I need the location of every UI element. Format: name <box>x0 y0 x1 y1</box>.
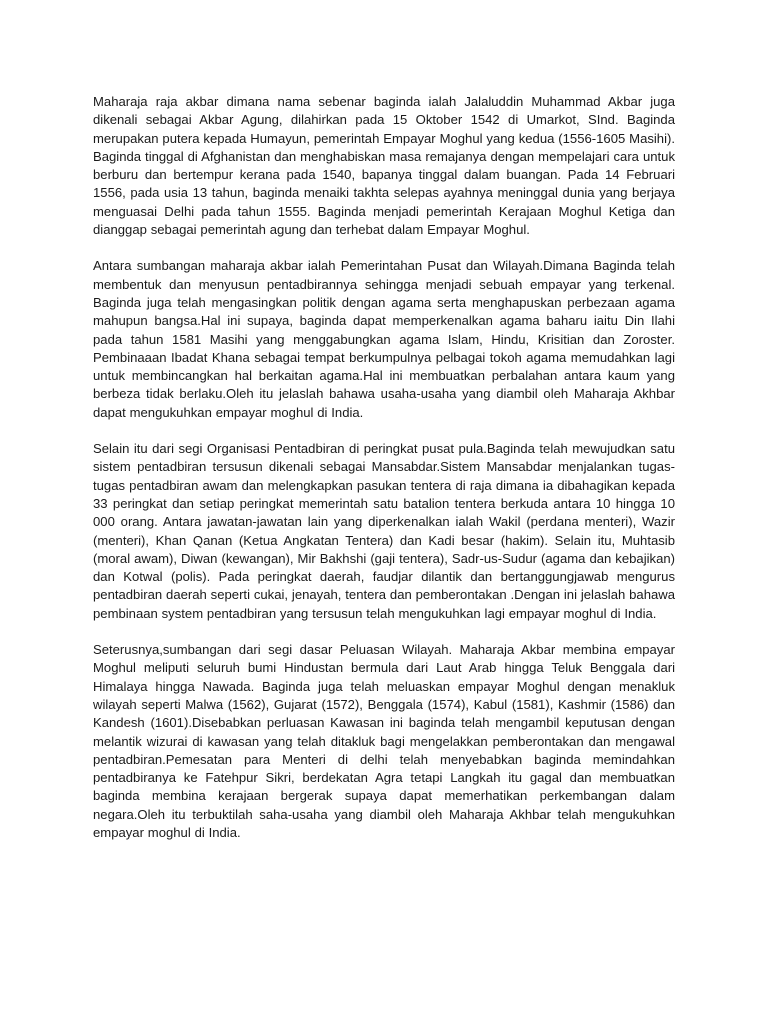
paragraph-3: Selain itu dari segi Organisasi Pentadbiran di peringkat pusat pula.Baginda telah mewujudkan satu sistem pentadbiran tersusun dikenali sebagai Mansabdar.Sistem Mansabdar menjalankan tugas-tugas pentadbiran awam dan melengkapkan pasukan tentera di raja dimana ia dibahagikan kepada 33 peringkat dan setiap peringkat memerintah satu batalion tentera berkuda antara 10 hingga 10 000 orang. Antara jawatan-jawatan lain yang diperkenalkan ialah Wakil (perdana menteri), Wazir (menteri), Khan Qanan (Ketua Angkatan Tentera) dan Kadi besar (hakim). Selain itu, Muhtasib (moral awam), Diwan (kewangan), Mir Bakhshi (gaji tentera), Sadr-us-Sudur (agama dan kebajikan) dan Kotwal (polis). Pada peringkat daerah, faudjar dilantik dan bertanggungjawab mengurus pentadbiran daerah seperti cukai, jenayah, tentera dan pemberontakan .Dengan ini jelaslah bahawa pembinaan system pentadbiran yang tersusun telah mengukuhkan lagi empayar moghul di India. <box>93 441 675 621</box>
paragraph-4: Seterusnya,sumbangan dari segi dasar Peluasan Wilayah. Maharaja Akbar membina empayar Moghul meliputi seluruh bumi Hindustan bermula dari Laut Arab hingga Teluk Benggala dari Himalaya hingga Nawada. Baginda juga telah meluaskan empayar Moghul dengan menakluk wilayah seperti Malwa (1562), Gujarat (1572), Benggala (1574), Kabul (1581), Kashmir (1586) dan Kandesh (1601).Disebabkan perluasan Kawasan ini baginda telah mengambil keputusan dengan melantik wizurai di kawasan yang telah ditakluk bagi mengelakkan pemberontakan dan mengawal pentadbiran.Pemesatan para Menteri di delhi telah menyebabkan baginda memindahkan pentadbiranya ke Fatehpur Sikri, berdekatan Agra tetapi Langkah itu gagal dan membuatkan baginda membina kerajaan bergerak supaya dapat memerhatikan perkembangan dalam negara.Oleh itu terbuktilah saha-usaha yang diambil oleh Maharaja Akhbar telah mengukuhkan empayar moghul di India. <box>93 642 675 840</box>
paragraph-1: Maharaja raja akbar dimana nama sebenar baginda ialah Jalaluddin Muhammad Akbar juga dikenali sebagai Akbar Agung, dilahirkan pada 15 Oktober 1542 di Umarkot, SInd. Baginda merupakan putera kepada Humayun, pemerintah Empayar Moghul yang kedua (1556-1605 Masihi). Baginda tinggal di Afghanistan dan menghabiskan masa remajanya dengan mempelajari cara untuk berburu dan bertempur kerana pada 1540, bapanya tinggal dalam buangan. Pada 14 Februari 1556, pada usia 13 tahun, baginda menaiki takhta selepas ayahnya meninggal dunia yang berjaya menguasai Delhi pada tahun 1555. Baginda menjadi pemerintah Kerajaan Moghul Ketiga dan dianggap sebagai pemerintah agung dan terhebat dalam Empayar Moghul. <box>93 94 675 238</box>
document-body <box>93 93 675 860</box>
paragraph-2: Antara sumbangan maharaja akbar ialah Pemerintahan Pusat dan Wilayah.Dimana Baginda telah membentuk dan menyusun pentadbirannya sehingga menjadi sebuah empayar yang terkenal. Baginda juga telah mengasingkan politik dengan agama serta menghapuskan perbezaan agama mahupun bangsa.Hal ini supaya, baginda dapat memperkenalkan agama baharu iaitu Din Ilahi pada tahun 1581 Masihi yang menggabungkan agama Islam, Hindu, Krisitian dan Zoroster. Pembinaaan Ibadat Khana sebagai tempat berkumpulnya pelbagai tokoh agama memudahkan lagi untuk membincangkan hal berkaitan agama.Hal ini membuatkan perbalahan antara kaum yang berbeza tidak berlaku.Oleh itu jelaslah bahawa usaha-usaha yang diambil oleh Maharaja Akhbar dapat mengukuhkan empayar moghul di India. <box>93 258 675 420</box>
